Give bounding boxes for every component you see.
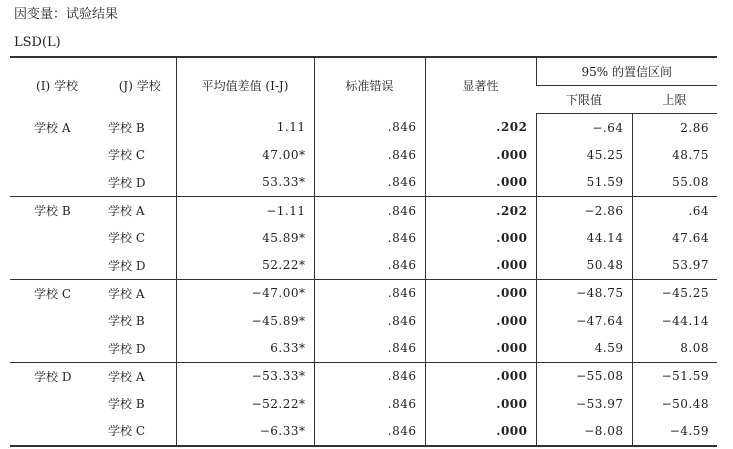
header-mean-difference: 平均值差值 (I-J)	[176, 57, 314, 114]
multiple-comparisons-table	[10, 56, 717, 447]
upper-bound-cell: .64	[632, 196, 717, 224]
school-i-cell	[10, 224, 104, 251]
std-error-cell: .846	[314, 362, 425, 390]
lower-bound-cell: 45.25	[536, 141, 632, 168]
lower-bound-cell: −48.75	[536, 279, 632, 307]
table-row	[10, 251, 717, 279]
lower-bound-cell: −47.64	[536, 307, 632, 334]
mean-difference-cell: −53.33*	[176, 362, 314, 390]
school-i-cell	[10, 251, 104, 279]
upper-bound-cell: −50.48	[632, 390, 717, 417]
lower-bound-cell: 44.14	[536, 224, 632, 251]
upper-bound-cell: −51.59	[632, 362, 717, 390]
row-group	[10, 362, 717, 445]
school-j-cell: 学校 B	[108, 120, 145, 135]
school-j-cell: 学校 B	[108, 397, 145, 412]
std-error-cell: .846	[314, 141, 425, 168]
lower-bound-cell: −55.08	[536, 362, 632, 390]
school-i-cell	[10, 417, 104, 445]
school-i-cell: 学校 A	[34, 120, 71, 135]
school-i-cell	[10, 307, 104, 334]
std-error-cell: .846	[314, 279, 425, 307]
school-i-cell: 学校 D	[34, 369, 72, 384]
header-std-error: 标准错误	[314, 57, 425, 114]
upper-bound-cell: 8.08	[632, 334, 717, 362]
std-error-cell: .846	[314, 307, 425, 334]
significance-cell: .000	[425, 307, 536, 334]
std-error-cell: .846	[314, 224, 425, 251]
upper-bound-cell: 55.08	[632, 169, 717, 197]
lower-bound-cell: −.64	[536, 114, 632, 142]
table-row	[10, 362, 717, 390]
std-error-cell: .846	[314, 169, 425, 197]
header-upper-bound: 上限	[632, 86, 717, 114]
table-row	[10, 196, 717, 224]
school-j-cell: 学校 B	[108, 314, 145, 329]
row-group	[10, 114, 717, 197]
upper-bound-cell: −45.25	[632, 279, 717, 307]
lower-bound-cell: −8.08	[536, 417, 632, 445]
significance-cell: .000	[425, 169, 536, 197]
school-i-cell	[10, 390, 104, 417]
significance-cell: .000	[425, 417, 536, 445]
school-j-cell: 学校 D	[108, 341, 146, 356]
school-i-cell	[10, 141, 104, 168]
school-j-cell: 学校 C	[108, 231, 145, 246]
std-error-cell: .846	[314, 196, 425, 224]
significance-cell: .000	[425, 224, 536, 251]
significance-cell: .202	[425, 196, 536, 224]
mean-difference-cell: −45.89*	[176, 307, 314, 334]
significance-cell: .000	[425, 279, 536, 307]
table-row	[10, 169, 717, 197]
mean-difference-cell: 45.89*	[176, 224, 314, 251]
table-row	[10, 390, 717, 417]
std-error-cell: .846	[314, 251, 425, 279]
school-j-cell: 学校 C	[108, 424, 145, 439]
mean-difference-cell: 6.33*	[176, 334, 314, 362]
significance-cell: .000	[425, 362, 536, 390]
school-j-cell: 学校 C	[108, 148, 145, 163]
mean-difference-cell: −6.33*	[176, 417, 314, 445]
header-j-school: (J) 学校	[118, 79, 161, 94]
school-j-cell: 学校 A	[108, 369, 145, 384]
school-i-cell	[10, 169, 104, 197]
significance-cell: .000	[425, 390, 536, 417]
dependent-variable-caption: 因变量：试验结果	[14, 7, 119, 22]
method-caption: LSD(L)	[14, 35, 61, 50]
upper-bound-cell: 2.86	[632, 114, 717, 142]
upper-bound-cell: 47.64	[632, 224, 717, 251]
std-error-cell: .846	[314, 417, 425, 445]
upper-bound-cell: −4.59	[632, 417, 717, 445]
school-j-cell: 学校 D	[108, 175, 146, 190]
mean-difference-cell: −52.22*	[176, 390, 314, 417]
significance-cell: .000	[425, 141, 536, 168]
header-lower-bound: 下限值	[536, 86, 632, 114]
row-group	[10, 279, 717, 362]
school-j-cell: 学校 A	[108, 204, 145, 219]
header-confidence-interval: 95% 的置信区间	[536, 57, 717, 86]
header-i-school: (I) 学校	[36, 79, 78, 94]
significance-cell: .000	[425, 334, 536, 362]
std-error-cell: .846	[314, 390, 425, 417]
table-row	[10, 114, 717, 142]
mean-difference-cell: 53.33*	[176, 169, 314, 197]
mean-difference-cell: 52.22*	[176, 251, 314, 279]
mean-difference-cell: −1.11	[176, 196, 314, 224]
lower-bound-cell: 50.48	[536, 251, 632, 279]
mean-difference-cell: 1.11	[176, 114, 314, 142]
upper-bound-cell: 53.97	[632, 251, 717, 279]
std-error-cell: .846	[314, 114, 425, 142]
lower-bound-cell: 51.59	[536, 169, 632, 197]
table-row	[10, 141, 717, 168]
school-i-cell: 学校 B	[34, 204, 71, 219]
table-row	[10, 307, 717, 334]
mean-difference-cell: −47.00*	[176, 279, 314, 307]
lower-bound-cell: −53.97	[536, 390, 632, 417]
school-j-cell: 学校 D	[108, 258, 146, 273]
school-j-cell: 学校 A	[108, 286, 145, 301]
upper-bound-cell: −44.14	[632, 307, 717, 334]
school-i-cell: 学校 C	[34, 286, 71, 301]
table-row	[10, 224, 717, 251]
lower-bound-cell: −2.86	[536, 196, 632, 224]
table-row	[10, 279, 717, 307]
row-group	[10, 196, 717, 279]
school-i-cell	[10, 334, 104, 362]
table-row	[10, 334, 717, 362]
header-significance: 显著性	[425, 57, 536, 114]
table-row	[10, 417, 717, 445]
upper-bound-cell: 48.75	[632, 141, 717, 168]
lower-bound-cell: 4.59	[536, 334, 632, 362]
significance-cell: .000	[425, 251, 536, 279]
mean-difference-cell: 47.00*	[176, 141, 314, 168]
significance-cell: .202	[425, 114, 536, 142]
std-error-cell: .846	[314, 334, 425, 362]
